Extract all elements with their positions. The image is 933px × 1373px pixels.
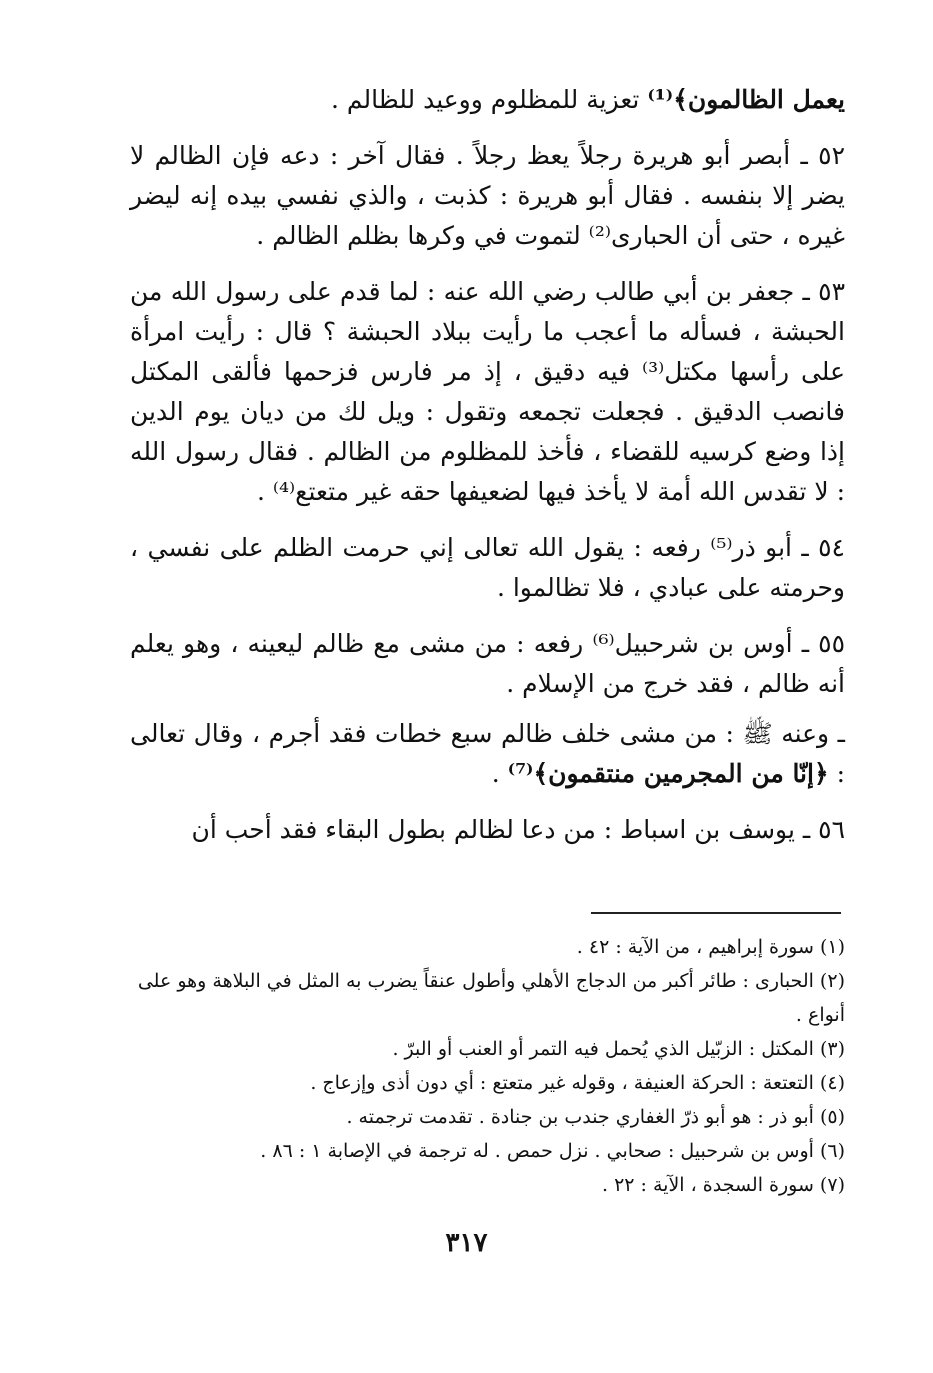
verse-end: . (491, 759, 508, 788)
paragraph-53: ٥٣ ـ جعفر بن أبي طالب رضي الله عنه : لما قدم على رسول الله من الحبشة ، فسأله ما أعجب ما رأيت ببلاد الحبشة ؟ قال : رأيت امرأة على رأسها مكتل⁽³⁾ فيه دقيق ، إذ مر فارس فزحمها فألقى المكتل فانصب الدقيق . فجعلت تجمعه وتقول : ويل لك من ديان يوم الدين إذا وضع كرسيه للقضاء ، فأخذ للمظلوم من الظالم . فقال رسول الله : لا تقدس الله أمة لا يأخذ فيها لضعيفها حقه غير متعتع⁽⁴⁾ . (130, 277, 845, 506)
quran-verse-fragment: يعمل الظالمون﴾⁽¹⁾ (647, 85, 845, 114)
paragraph-56: ٥٦ ـ يوسف بن اسباط : من دعا لظالم بطول البقاء فقد أحب أن (191, 815, 845, 844)
footnote-5: (٥) أبو ذر : هو أبو ذرّ الغفاري جندب بن جنادة . تقدمت ترجمته . (346, 1106, 845, 1128)
footnote-4: (٤) التعتعة : الحركة العنيفة ، وقوله غير متعتع : أي دون أذى وإزعاج . (310, 1072, 845, 1094)
main-text (130, 80, 845, 866)
footnote-divider (591, 912, 841, 914)
footnote-7: (٧) سورة السجدة ، الآية : ٢٢ . (601, 1174, 845, 1196)
footnote-3: (٣) المكتل : الزبّيل الذي يُحمل فيه التمر أو العنب أو البرّ . (392, 1038, 845, 1060)
paragraph-54: ٥٤ ـ أبو ذر⁽⁵⁾ رفعه : يقول الله تعالى إني حرمت الظلم على نفسي ، وحرمته على عبادي ، فلا تظالموا . (130, 533, 845, 602)
footnote-6: (٦) أوس بن شرحبيل : صحابي . نزل حمص . له ترجمة في الإصابة ١ : ٨٦ . (260, 1140, 845, 1162)
paragraph-55: ٥٥ ـ أوس بن شرحبيل⁽⁶⁾ رفعه : من مشى مع ظالم ليعينه ، وهو يعلم أنه ظالم ، فقد خرج من الإسلام . (130, 629, 846, 698)
footnotes (130, 930, 845, 1202)
paragraph-52: ٥٢ ـ أبصر أبو هريرة رجلاً يعظ رجلاً . فقال آخر : دعه فإن الظالم لا يضر إلا بنفسه . فقال أبو هريرة : كذبت ، والذي نفسي بيده إنه ليضر غيره ، حتى أن الحبارى⁽²⁾ لتموت في وكرها بظلم الظالم . (130, 141, 845, 250)
hadith-text: ـ وعنه ﷺ : من مشى خلف ظالم سبع خطات فقد أجرم ، وقال تعالى : (130, 719, 845, 788)
footnote-1: (١) سورة إبراهيم ، من الآية : ٤٢ . (576, 936, 845, 958)
page-number: ٣١٧ (445, 1228, 488, 1258)
paragraph-55-continued (130, 714, 845, 794)
paragraph-intro (130, 80, 845, 120)
intro-text: تعزية للمظلوم ووعيد للظالم . (330, 85, 648, 114)
footnote-2: (٢) الحبارى : طائر أكبر من الدجاج الأهلي وأطول عنقاً يضرب به المثل في البلاهة وهو على أنواع . (137, 970, 845, 1026)
quran-verse: ﴿إنّا من المجرمين منتقمون﴾⁽⁷⁾ (507, 759, 829, 788)
